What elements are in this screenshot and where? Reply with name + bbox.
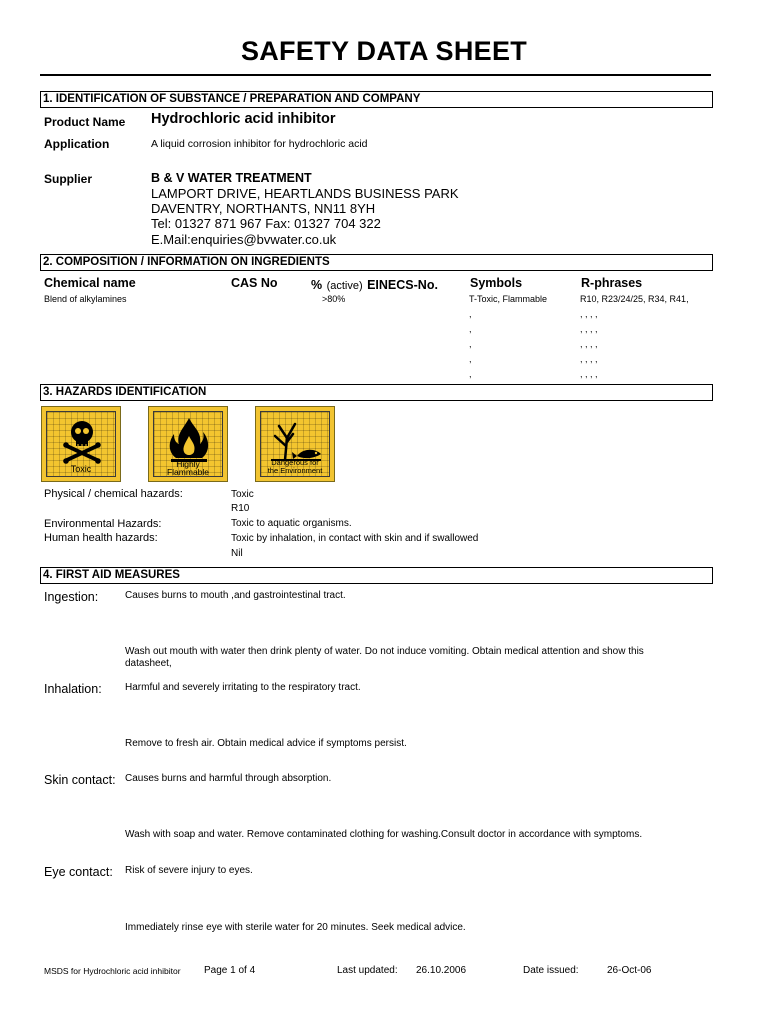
col-active: (active) <box>326 280 363 292</box>
product-name-label: Product Name <box>44 115 126 129</box>
row1-percent: >80% <box>322 294 346 304</box>
footer-date-issued: 26-Oct-06 <box>607 965 652 976</box>
eye-contact-action: Immediately rinse eye with sterile water for 20 minutes. Seek medical advice. <box>125 922 466 933</box>
flammable-caption-line2: Flammable <box>166 467 210 477</box>
skin-contact-action: Wash with soap and water. Remove contaminated clothing for washing.Consult doctor in accordance with symptoms. <box>125 829 643 840</box>
title-divider <box>40 74 711 76</box>
row4-rphrases: , , , , <box>580 339 598 349</box>
col-r-phrases: R-phrases <box>581 276 643 290</box>
ingestion-action-1: Wash out mouth with water then drink plenty of water. Do not induce vomiting. Obtain medical attention and show this <box>125 646 644 657</box>
environment-pictogram <box>255 406 335 482</box>
row1-chemical: Blend of alkylamines <box>44 294 127 304</box>
product-name: Hydrochloric acid inhibitor <box>151 111 336 127</box>
inhalation-action: Remove to fresh air. Obtain medical advice if symptoms persist. <box>125 738 407 749</box>
section4-heading: 4. FIRST AID MEASURES <box>40 567 713 584</box>
physical-hazards-value: Toxic <box>231 489 254 500</box>
application-value: A liquid corrosion inhibitor for hydrochloric acid <box>151 138 368 150</box>
col-einecs: EINECS-No. <box>367 278 438 292</box>
col-symbols: Symbols <box>470 276 523 290</box>
row6-rphrases: , , , , <box>580 369 598 379</box>
human-health-hazards-value2: Nil <box>231 548 243 559</box>
physical-hazards-rphrase: R10 <box>231 503 250 514</box>
footer-page-number: Page 1 of 4 <box>204 965 256 976</box>
skin-contact-label: Skin contact: <box>44 773 116 787</box>
toxic-caption: Toxic <box>70 464 92 474</box>
supplier-name: B & V WATER TREATMENT <box>151 171 312 185</box>
row1-rphrases: R10, R23/24/25, R34, R41, <box>580 294 689 304</box>
col-cas-no: CAS No <box>231 276 278 290</box>
ingestion-action-2: datasheet, <box>125 658 172 669</box>
ingestion-label: Ingestion: <box>44 590 99 604</box>
physical-hazards-label: Physical / chemical hazards: <box>44 488 183 500</box>
human-health-hazards-label: Human health hazards: <box>44 532 158 544</box>
eye-contact-effects: Risk of severe injury to eyes. <box>125 865 253 876</box>
supplier-email: E.Mail:enquiries@bvwater.co.uk <box>151 232 337 247</box>
footer-doc-name: MSDS for Hydrochloric acid inhibitor <box>44 966 181 976</box>
flammable-caption <box>154 460 222 476</box>
section1-heading: 1. IDENTIFICATION OF SUBSTANCE / PREPARATION AND COMPANY <box>40 91 713 108</box>
environment-caption <box>261 459 329 475</box>
supplier-phone: Tel: 01327 871 967 Fax: 01327 704 322 <box>151 216 381 231</box>
application-label: Application <box>44 137 110 151</box>
supplier-label: Supplier <box>44 172 93 186</box>
environment-caption-line2: the Environment <box>267 466 323 475</box>
row1-symbols: T-Toxic, Flammable <box>469 294 548 304</box>
ingestion-effects: Causes burns to mouth ,and gastrointestinal tract. <box>125 590 346 601</box>
row5-symbols: , <box>469 354 472 364</box>
footer-last-updated: 26.10.2006 <box>416 965 467 976</box>
toxic-pictogram <box>41 406 121 482</box>
row2-symbols: , <box>469 309 472 319</box>
footer-last-updated-label: Last updated: <box>337 965 398 976</box>
row3-symbols: , <box>469 324 472 334</box>
row4-symbols: , <box>469 339 472 349</box>
flammable-caption-line1: Highly <box>176 459 200 469</box>
row3-rphrases: , , , , <box>580 324 598 334</box>
environment-caption-line1: Dangerous for <box>271 458 319 467</box>
skin-contact-effects: Causes burns and harmful through absorption. <box>125 773 332 784</box>
row6-symbols: , <box>469 369 472 379</box>
section2-heading: 2. COMPOSITION / INFORMATION ON INGREDIENTS <box>40 254 713 271</box>
col-percent-group <box>311 276 438 294</box>
row2-rphrases: , , , , <box>580 309 598 319</box>
section3-heading: 3. HAZARDS IDENTIFICATION <box>40 384 713 401</box>
environmental-hazards-value: Toxic to aquatic organisms. <box>231 518 352 529</box>
row5-rphrases: , , , , <box>580 354 598 364</box>
supplier-address-1: LAMPORT DRIVE, HEARTLANDS BUSINESS PARK <box>151 186 459 201</box>
human-health-hazards-value: Toxic by inhalation, in contact with skin and if swallowed <box>231 533 479 544</box>
flammable-pictogram <box>148 406 228 482</box>
inhalation-effects: Harmful and severely irritating to the respiratory tract. <box>125 682 361 693</box>
page-title: SAFETY DATA SHEET <box>240 36 528 66</box>
col-chemical-name: Chemical name <box>44 276 136 290</box>
supplier-address-2: DAVENTRY, NORTHANTS, NN11 8YH <box>151 201 376 216</box>
environmental-hazards-label: Environmental Hazards: <box>44 518 162 530</box>
inhalation-label: Inhalation: <box>44 682 102 696</box>
eye-contact-label: Eye contact: <box>44 865 113 879</box>
footer-date-issued-label: Date issued: <box>523 965 579 976</box>
col-percent: % <box>311 278 323 292</box>
